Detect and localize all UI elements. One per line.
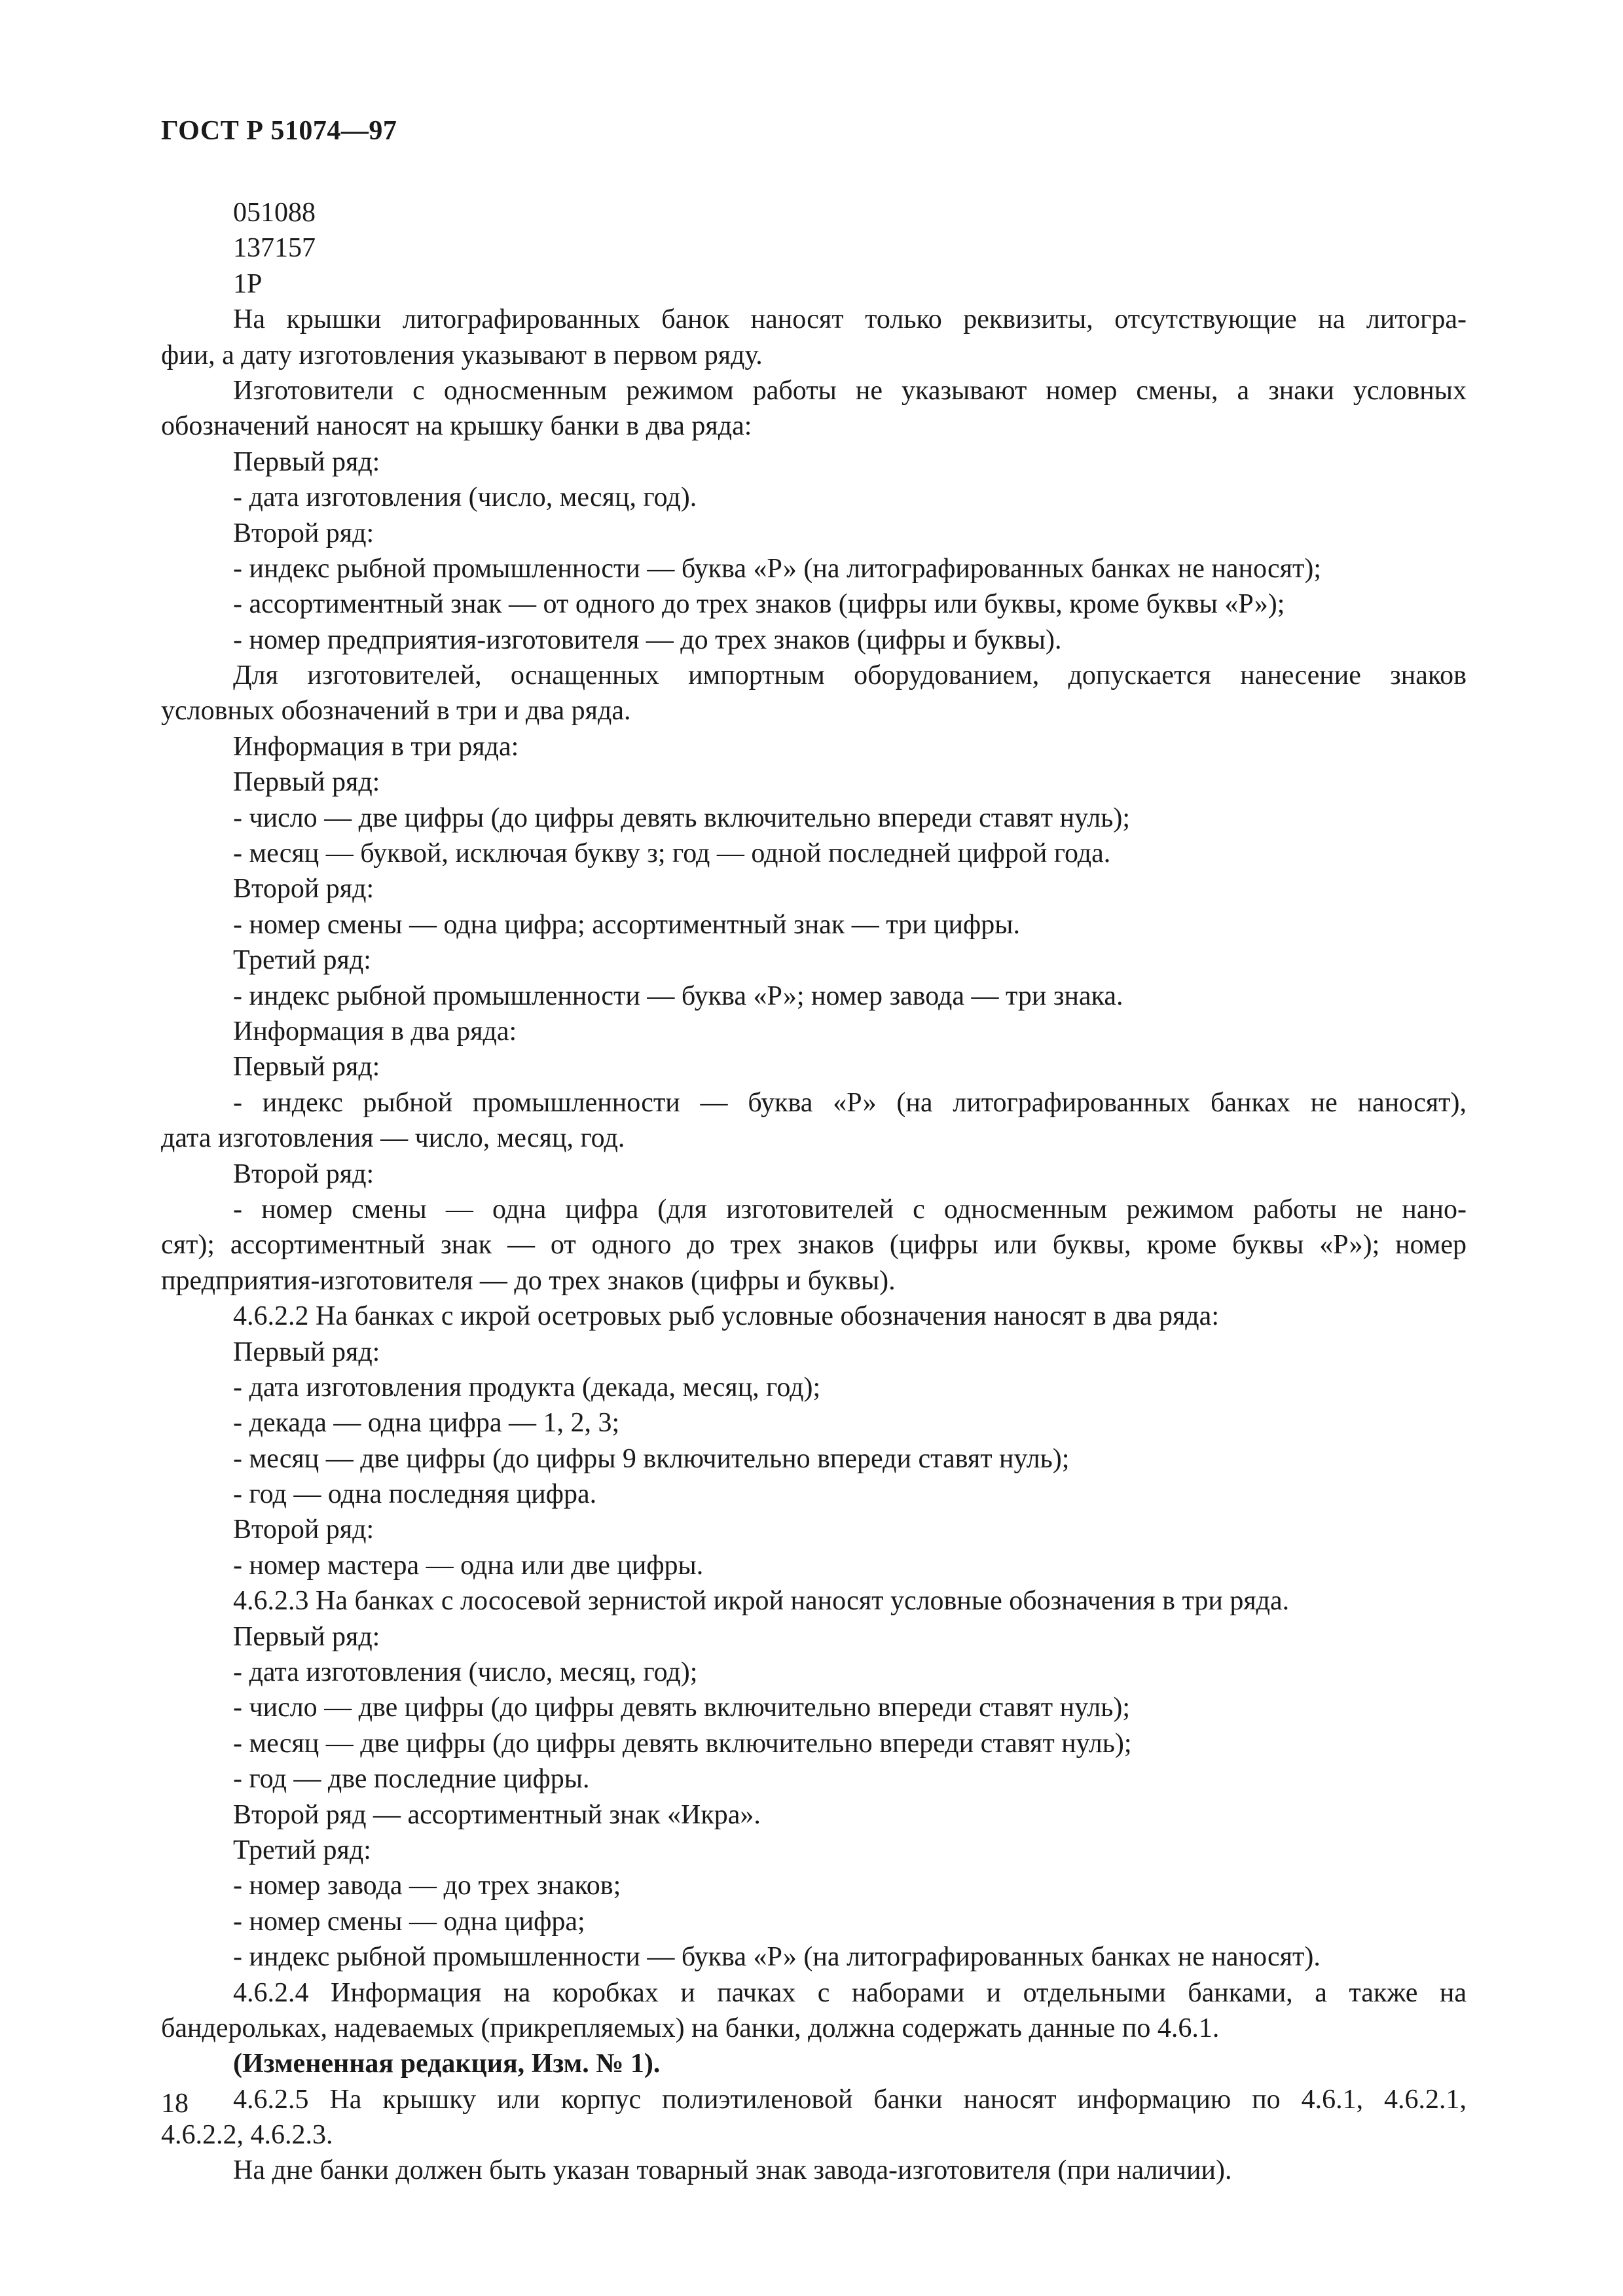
text-line: - число — две цифры (до цифры девять включительно впереди ставят нуль); <box>233 802 1131 833</box>
text-line: На дне банки должен быть указан товарный знак завода-изготовителя (при наличии). <box>233 2155 1232 2186</box>
document-body <box>161 195 1467 2189</box>
text-line: Второй ряд — ассортиментный знак «Икра». <box>233 1799 761 1830</box>
text-line: Второй ряд: <box>233 1158 374 1189</box>
text-line: условных обозначений в три и два ряда. <box>161 696 631 726</box>
text-line: - номер мастера — одна или две цифры. <box>233 1550 704 1581</box>
document-header: ГОСТ Р 51074—97 <box>161 116 397 146</box>
text-line: - дата изготовления продукта (декада, месяц, год); <box>233 1372 821 1403</box>
text-line: - дата изготовления (число, месяц, год). <box>233 482 697 513</box>
text-line: обозначений наносят на крышку банки в два ряда: <box>161 411 752 442</box>
text-line: Первый ряд: <box>233 767 380 798</box>
text-line: - месяц — две цифры (до цифры 9 включительно впереди ставят нуль); <box>233 1443 1070 1474</box>
text-line: - индекс рыбной промышленности — буква «Р»; номер завода — три знака. <box>233 980 1123 1011</box>
text-line: бандерольках, надеваемых (прикрепляемых) на банки, должна содержать данные по 4.6.1. <box>161 2013 1220 2043</box>
text-line: - декада — одна цифра — 1, 2, 3; <box>233 1408 620 1439</box>
text-line: На крышки литографированных банок наносят только реквизиты, отсутствующие на литогра- <box>233 304 1467 335</box>
text-line: 4.6.2.2 На банках с икрой осетровых рыб условные обозначения наносят в два ряда: <box>233 1301 1219 1332</box>
text-line: 137157 <box>233 233 316 264</box>
text-line: - месяц — две цифры (до цифры девять включительно впереди ставят нуль); <box>233 1728 1132 1759</box>
text-line: - год — две последние цифры. <box>233 1764 590 1795</box>
text-line: (Измененная редакция, Изм. № 1). <box>233 2049 661 2079</box>
text-line: - индекс рыбной промышленности — буква «Р» (на литографированных банках не наносят), <box>233 1087 1467 1118</box>
text-line: - номер смены — одна цифра; <box>233 1906 585 1937</box>
text-line: - дата изготовления (число, месяц, год); <box>233 1657 698 1688</box>
text-line: Второй ряд: <box>233 1515 374 1545</box>
text-line: Первый ряд: <box>233 1052 380 1083</box>
text-line: 4.6.2.5 На крышку или корпус полиэтиленовой банки наносят информацию по 4.6.1, 4.6.2.1, <box>233 2084 1467 2115</box>
text-line: Первый ряд: <box>233 446 380 477</box>
text-line: 1Р <box>233 268 263 299</box>
text-line: 051088 <box>233 198 316 228</box>
text-line: Для изготовителей, оснащенных импортным оборудованием, допускается нанесение знаков <box>233 660 1467 691</box>
text-line: 4.6.2.2, 4.6.2.3. <box>161 2120 333 2151</box>
page-number: 18 <box>161 2089 189 2119</box>
text-line: дата изготовления — число, месяц, год. <box>161 1123 625 1154</box>
text-line: - год — одна последняя цифра. <box>233 1479 597 1510</box>
text-line: Второй ряд: <box>233 874 374 905</box>
text-line: 4.6.2.3 На банках с лососевой зернистой икрой наносят условные обозначения в три ряда. <box>233 1586 1290 1617</box>
text-line: - месяц — буквой, исключая букву з; год — одной последней цифрой года. <box>233 838 1111 869</box>
text-line: - номер завода — до трех знаков; <box>233 1871 621 1901</box>
text-line: - индекс рыбной промышленности — буква «Р» (на литографированных банках не наносят); <box>233 553 1321 584</box>
text-line: - ассортиментный знак — от одного до трех знаков (цифры или буквы, кроме буквы «Р»); <box>233 589 1285 620</box>
text-line: Второй ряд: <box>233 518 374 548</box>
text-line: - число — две цифры (до цифры девять включительно впереди ставят нуль); <box>233 1693 1131 1723</box>
text-line: Информация в три ряда: <box>233 731 519 762</box>
text-line: Изготовители с односменным режимом работы не указывают номер смены, а знаки условных <box>233 375 1467 406</box>
text-line: - индекс рыбной промышленности — буква «Р» (на литографированных банках не наносят). <box>233 1942 1321 1973</box>
text-line: - номер предприятия-изготовителя — до трех знаков (цифры и буквы). <box>233 624 1062 655</box>
text-line: - номер смены — одна цифра; ассортиментный знак — три цифры. <box>233 909 1020 940</box>
text-line: Первый ряд: <box>233 1336 380 1367</box>
text-line: Информация в два ряда: <box>233 1016 517 1047</box>
text-line: Третий ряд: <box>233 945 371 976</box>
text-line: Третий ряд: <box>233 1835 371 1865</box>
text-line: сят); ассортиментный знак — от одного до трех знаков (цифры или буквы, кроме буквы «Р»); номер <box>161 1230 1467 1261</box>
text-line: - номер смены — одна цифра (для изготовителей с односменным режимом работы не нано- <box>233 1194 1467 1225</box>
text-line: Первый ряд: <box>233 1621 380 1652</box>
text-line: предприятия-изготовителя — до трех знаков (цифры и буквы). <box>161 1265 896 1296</box>
text-line: 4.6.2.4 Информация на коробках и пачках с наборами и отдельными банками, а также на <box>233 1977 1467 2008</box>
text-line: фии, а дату изготовления указывают в первом ряду. <box>161 340 763 370</box>
